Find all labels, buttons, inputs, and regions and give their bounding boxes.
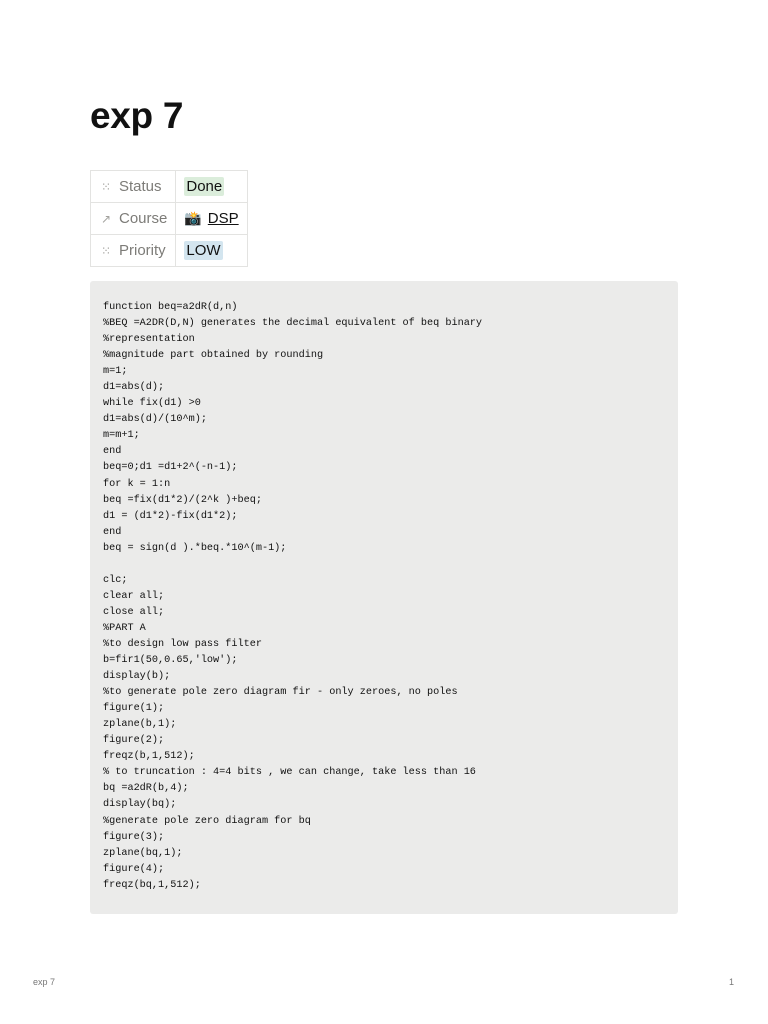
status-tag: Done — [186, 178, 223, 195]
relation-arrow-icon: ↗ — [100, 212, 112, 226]
property-row-priority — [91, 235, 248, 267]
property-key-priority — [91, 235, 176, 267]
properties-table — [90, 170, 248, 267]
code-block[interactable] — [90, 281, 678, 914]
property-row-status — [91, 171, 248, 203]
priority-tag: LOW — [186, 242, 221, 259]
property-row-course — [91, 203, 248, 235]
property-value-priority[interactable] — [176, 235, 247, 267]
property-label-priority: Priority — [119, 242, 166, 259]
loading-spinner-icon: ⁙ — [100, 180, 112, 194]
loading-spinner-icon: ⁙ — [100, 244, 112, 258]
property-key-status — [91, 171, 176, 203]
page-number: 1 — [729, 977, 735, 987]
property-label-status: Status — [119, 178, 162, 195]
property-key-course — [91, 203, 176, 235]
property-value-course[interactable] — [176, 203, 247, 235]
footer-title: exp 7 — [33, 977, 56, 987]
camera-icon: 📸 — [184, 210, 202, 226]
course-link[interactable]: DSP — [207, 210, 239, 227]
page-title: exp 7 — [90, 95, 184, 136]
property-label-course: Course — [119, 210, 168, 227]
code-content: function beq=a2dR(d,n) %BEQ =A2DR(D,N) generates the decimal equivalent of beq binary %representation %magnitude part obtained by rounding m=1; d1=abs(d); while fix(d1) >0 d1=abs(d)/(10^m); m=m+1; end beq=0;d1 =d1+2^(-n-1); for k = 1:n beq =fix(d1*2)/(2^k )+beq; d1 = (d1*2)-fix(d1*2); end beq = sign(d ).*beq.*10^(m-1); clc; clear all; close all; %PART A %to design low pass filter b=fir1(50,0.65,'low'); display(b); %to generate pole zero diagram fir - only zeroes, no poles figure(1); zplane(b,1); figure(2); freqz(b,1,512); % to truncation : 4=4 bits , we can change, take less than 16 bq =a2dR(b,4); display(bq); %generate pole zero diagram for bq figure(3); zplane(bq,1); figure(4); freqz(bq,1,512); — [103, 302, 483, 891]
property-value-status[interactable] — [176, 171, 247, 203]
